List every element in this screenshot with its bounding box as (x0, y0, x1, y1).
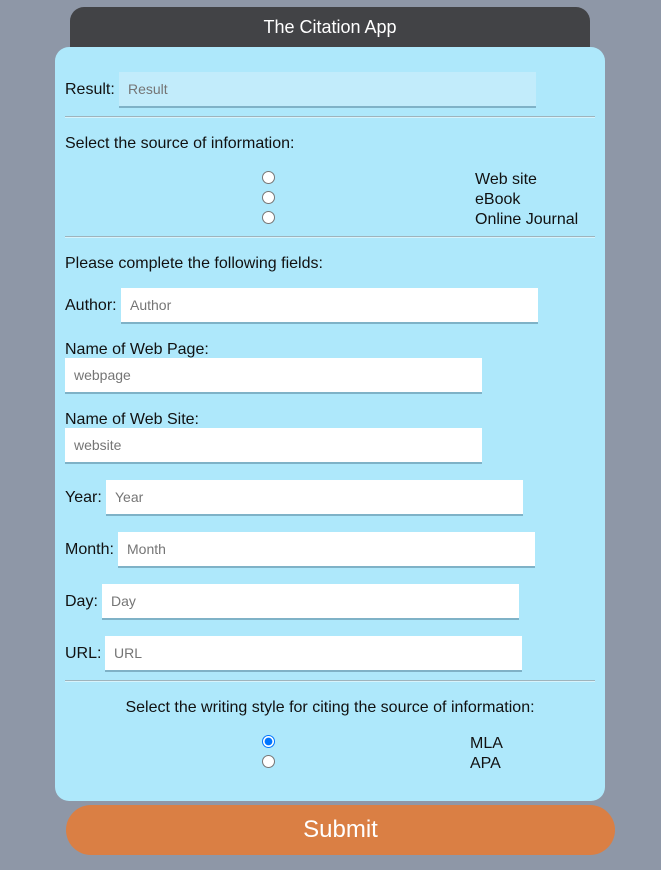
url-label: URL: (65, 645, 102, 662)
style-prompt: Select the writing style for citing the source of information: (125, 699, 535, 716)
divider (65, 680, 595, 682)
website-label: Name of Web Site: (65, 411, 199, 428)
year-field[interactable] (106, 480, 523, 516)
style-radio-mla[interactable] (262, 735, 275, 748)
month-field[interactable] (118, 532, 535, 568)
source-option-ebook: eBook (475, 191, 521, 208)
fields-prompt: Please complete the following fields: (65, 255, 323, 272)
url-field[interactable] (105, 636, 522, 672)
source-prompt: Select the source of information: (65, 135, 295, 152)
author-label: Author: (65, 297, 117, 314)
app-title: The Citation App (70, 7, 590, 57)
webpage-label: Name of Web Page: (65, 341, 209, 358)
citation-form (55, 47, 605, 801)
style-radio-apa[interactable] (262, 755, 275, 768)
result-label: Result: (65, 81, 115, 98)
website-field[interactable] (65, 428, 482, 464)
result-field[interactable] (119, 72, 536, 108)
month-label: Month: (65, 541, 114, 558)
author-field[interactable] (121, 288, 538, 324)
divider (65, 116, 595, 118)
source-option-online-journal: Online Journal (475, 211, 579, 228)
source-radio-website[interactable] (262, 171, 275, 184)
source-radio-ebook[interactable] (262, 191, 275, 204)
day-field[interactable] (102, 584, 519, 620)
webpage-field[interactable] (65, 358, 482, 394)
style-option-apa: APA (470, 755, 501, 772)
divider (65, 236, 595, 238)
source-option-website: Web site (475, 171, 537, 188)
year-label: Year: (65, 489, 102, 506)
style-option-mla: MLA (470, 735, 503, 752)
source-radio-online-journal[interactable] (262, 211, 275, 224)
day-label: Day: (65, 593, 98, 610)
submit-button[interactable]: Submit (66, 805, 615, 855)
